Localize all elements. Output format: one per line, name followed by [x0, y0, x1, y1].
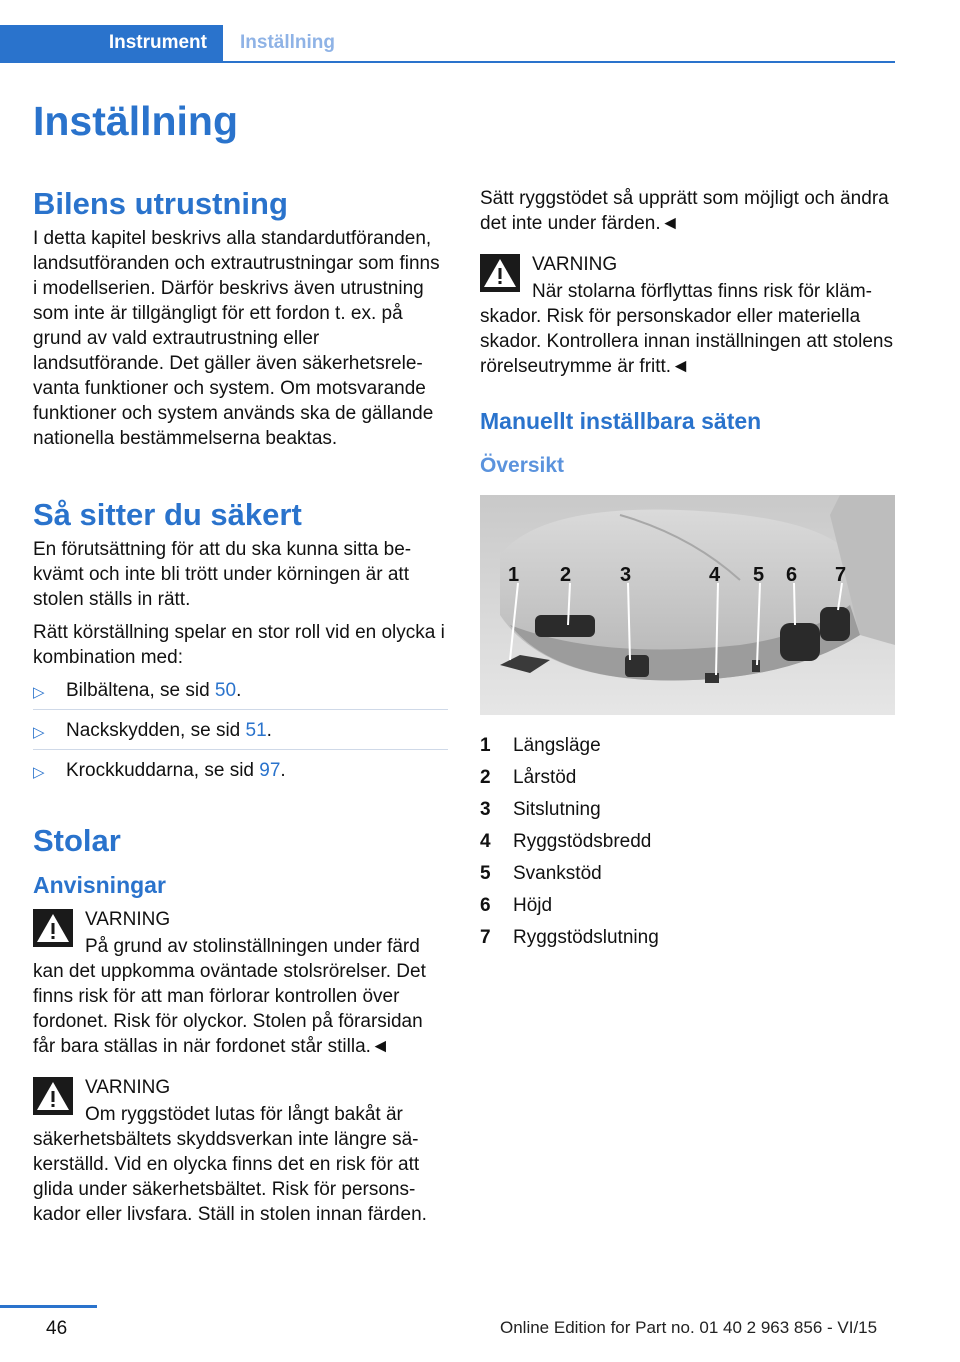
section-title-bilens-utrustning: Bilens utrustning: [33, 186, 288, 221]
paragraph: Sätt ryggstödet så upprätt som möjligt och ändra det inte under färden.◄: [480, 188, 889, 234]
warning-title: VARNING: [85, 909, 171, 930]
triangle-bullet-icon: ▷: [33, 724, 45, 741]
list-item: ▷ Bilbältena, se sid 50.: [33, 678, 448, 710]
list-item: ▷ Krockkuddarna, se sid 97.: [33, 758, 448, 789]
figure-callout: 7: [835, 564, 847, 586]
list-item: ▷ Nackskydden, se sid 51.: [33, 718, 448, 750]
warning-text: Om ryggstödet lutas för långt bakåt är säkerhetsbältets skyddsverkan inte längre säkerställd. Vid en olycka finns det en risk för att glida under säkerhetsbältet. Risk för personskador eller livsfara. Ställ in stolen innan färden.: [33, 1104, 427, 1225]
warning-text: På grund av stolinställningen under färd kan det uppkomma oväntade stolsrörelser. Det finns risk för att man förlorar kontrollen över fordonet. Risk för olyckor. Stolen på förarsidan får bara ställas in när fordonet står stilla.◄: [33, 936, 426, 1057]
triangle-bullet-icon: ▷: [33, 764, 45, 781]
section-title-stolar: Stolar: [33, 823, 121, 858]
list-item: 6 Höjd: [480, 895, 553, 916]
figure-callout: 1: [508, 564, 520, 586]
left-column: [33, 186, 448, 1243]
list-item: 2 Lårstöd: [480, 767, 577, 788]
list-item: 4 Ryggstödsbredd: [480, 831, 652, 852]
figure-legend: [480, 730, 895, 954]
footer-divider: [0, 1305, 97, 1308]
section-body: I detta kapitel beskrivs alla standardutföranden, landsutföranden och extrautrustningar som finns i modellserien. Därför beskrivs även utrustning som inte är tillgängligt för ett fordon t. ex. på grund av vald extrautrustning eller landsutförande. Det gäller även säkerhetsrelevanta funktioner och system. Om motsvarande funktioner och system används ska de gällande nationella bestämmelserna beaktas.: [33, 228, 440, 449]
list-item: 1 Längsläge: [480, 735, 601, 756]
list-item: 7 Ryggstödslutning: [480, 927, 659, 948]
figure-callout: 5: [753, 564, 765, 586]
warning-title: VARNING: [532, 254, 618, 275]
figure-callout: 2: [560, 564, 572, 586]
subsection-title-manuellt: Manuellt inställbara säten: [480, 408, 762, 434]
bullet-list: [33, 678, 448, 789]
tab-instrument[interactable]: Instrument: [0, 25, 223, 61]
page-title: Inställning: [33, 98, 238, 144]
warning-block: [480, 252, 895, 379]
seat-controls-figure: [480, 495, 895, 715]
page-link[interactable]: 97: [259, 760, 281, 781]
tab-installning[interactable]: Inställning: [240, 32, 335, 53]
paragraph: Rätt körställning spelar en stor roll vid en olycka i kombination med:: [33, 622, 445, 668]
subsection-title-anvisningar: Anvisningar: [33, 872, 166, 898]
warning-block: [33, 1075, 448, 1227]
list-item: 5 Svankstöd: [480, 863, 602, 884]
online-edition-note: Online Edition for Part no. 01 40 2 963 856 - VI/15: [500, 1318, 878, 1337]
warning-text: När stolarna förflyttas finns risk för klämskador. Risk för personskador eller materiella skador. Kontrollera innan inställningen att stolens rörelseutrymme är fritt.◄: [480, 281, 893, 377]
figure-callout: 4: [709, 564, 721, 586]
figure-callout: 6: [786, 564, 798, 586]
minor-title-oversikt: Översikt: [480, 454, 565, 477]
header-tabs: [0, 25, 895, 63]
paragraph: En förutsättning för att du ska kunna sitta bekvämt och inte bli trött under körningen är att stolen ställs in rätt.: [33, 539, 412, 610]
page-link[interactable]: 51: [245, 720, 267, 741]
warning-block: [33, 907, 448, 1059]
section-title-sa-sitter-du-sakert: Så sitter du säkert: [33, 497, 302, 532]
warning-title: VARNING: [85, 1077, 171, 1098]
triangle-bullet-icon: ▷: [33, 684, 45, 701]
page-number: 46: [46, 1318, 68, 1339]
right-column: [480, 186, 895, 954]
page-link[interactable]: 50: [214, 680, 237, 701]
figure-callout: 3: [620, 564, 632, 586]
list-item: 3 Sitslutning: [480, 799, 601, 820]
